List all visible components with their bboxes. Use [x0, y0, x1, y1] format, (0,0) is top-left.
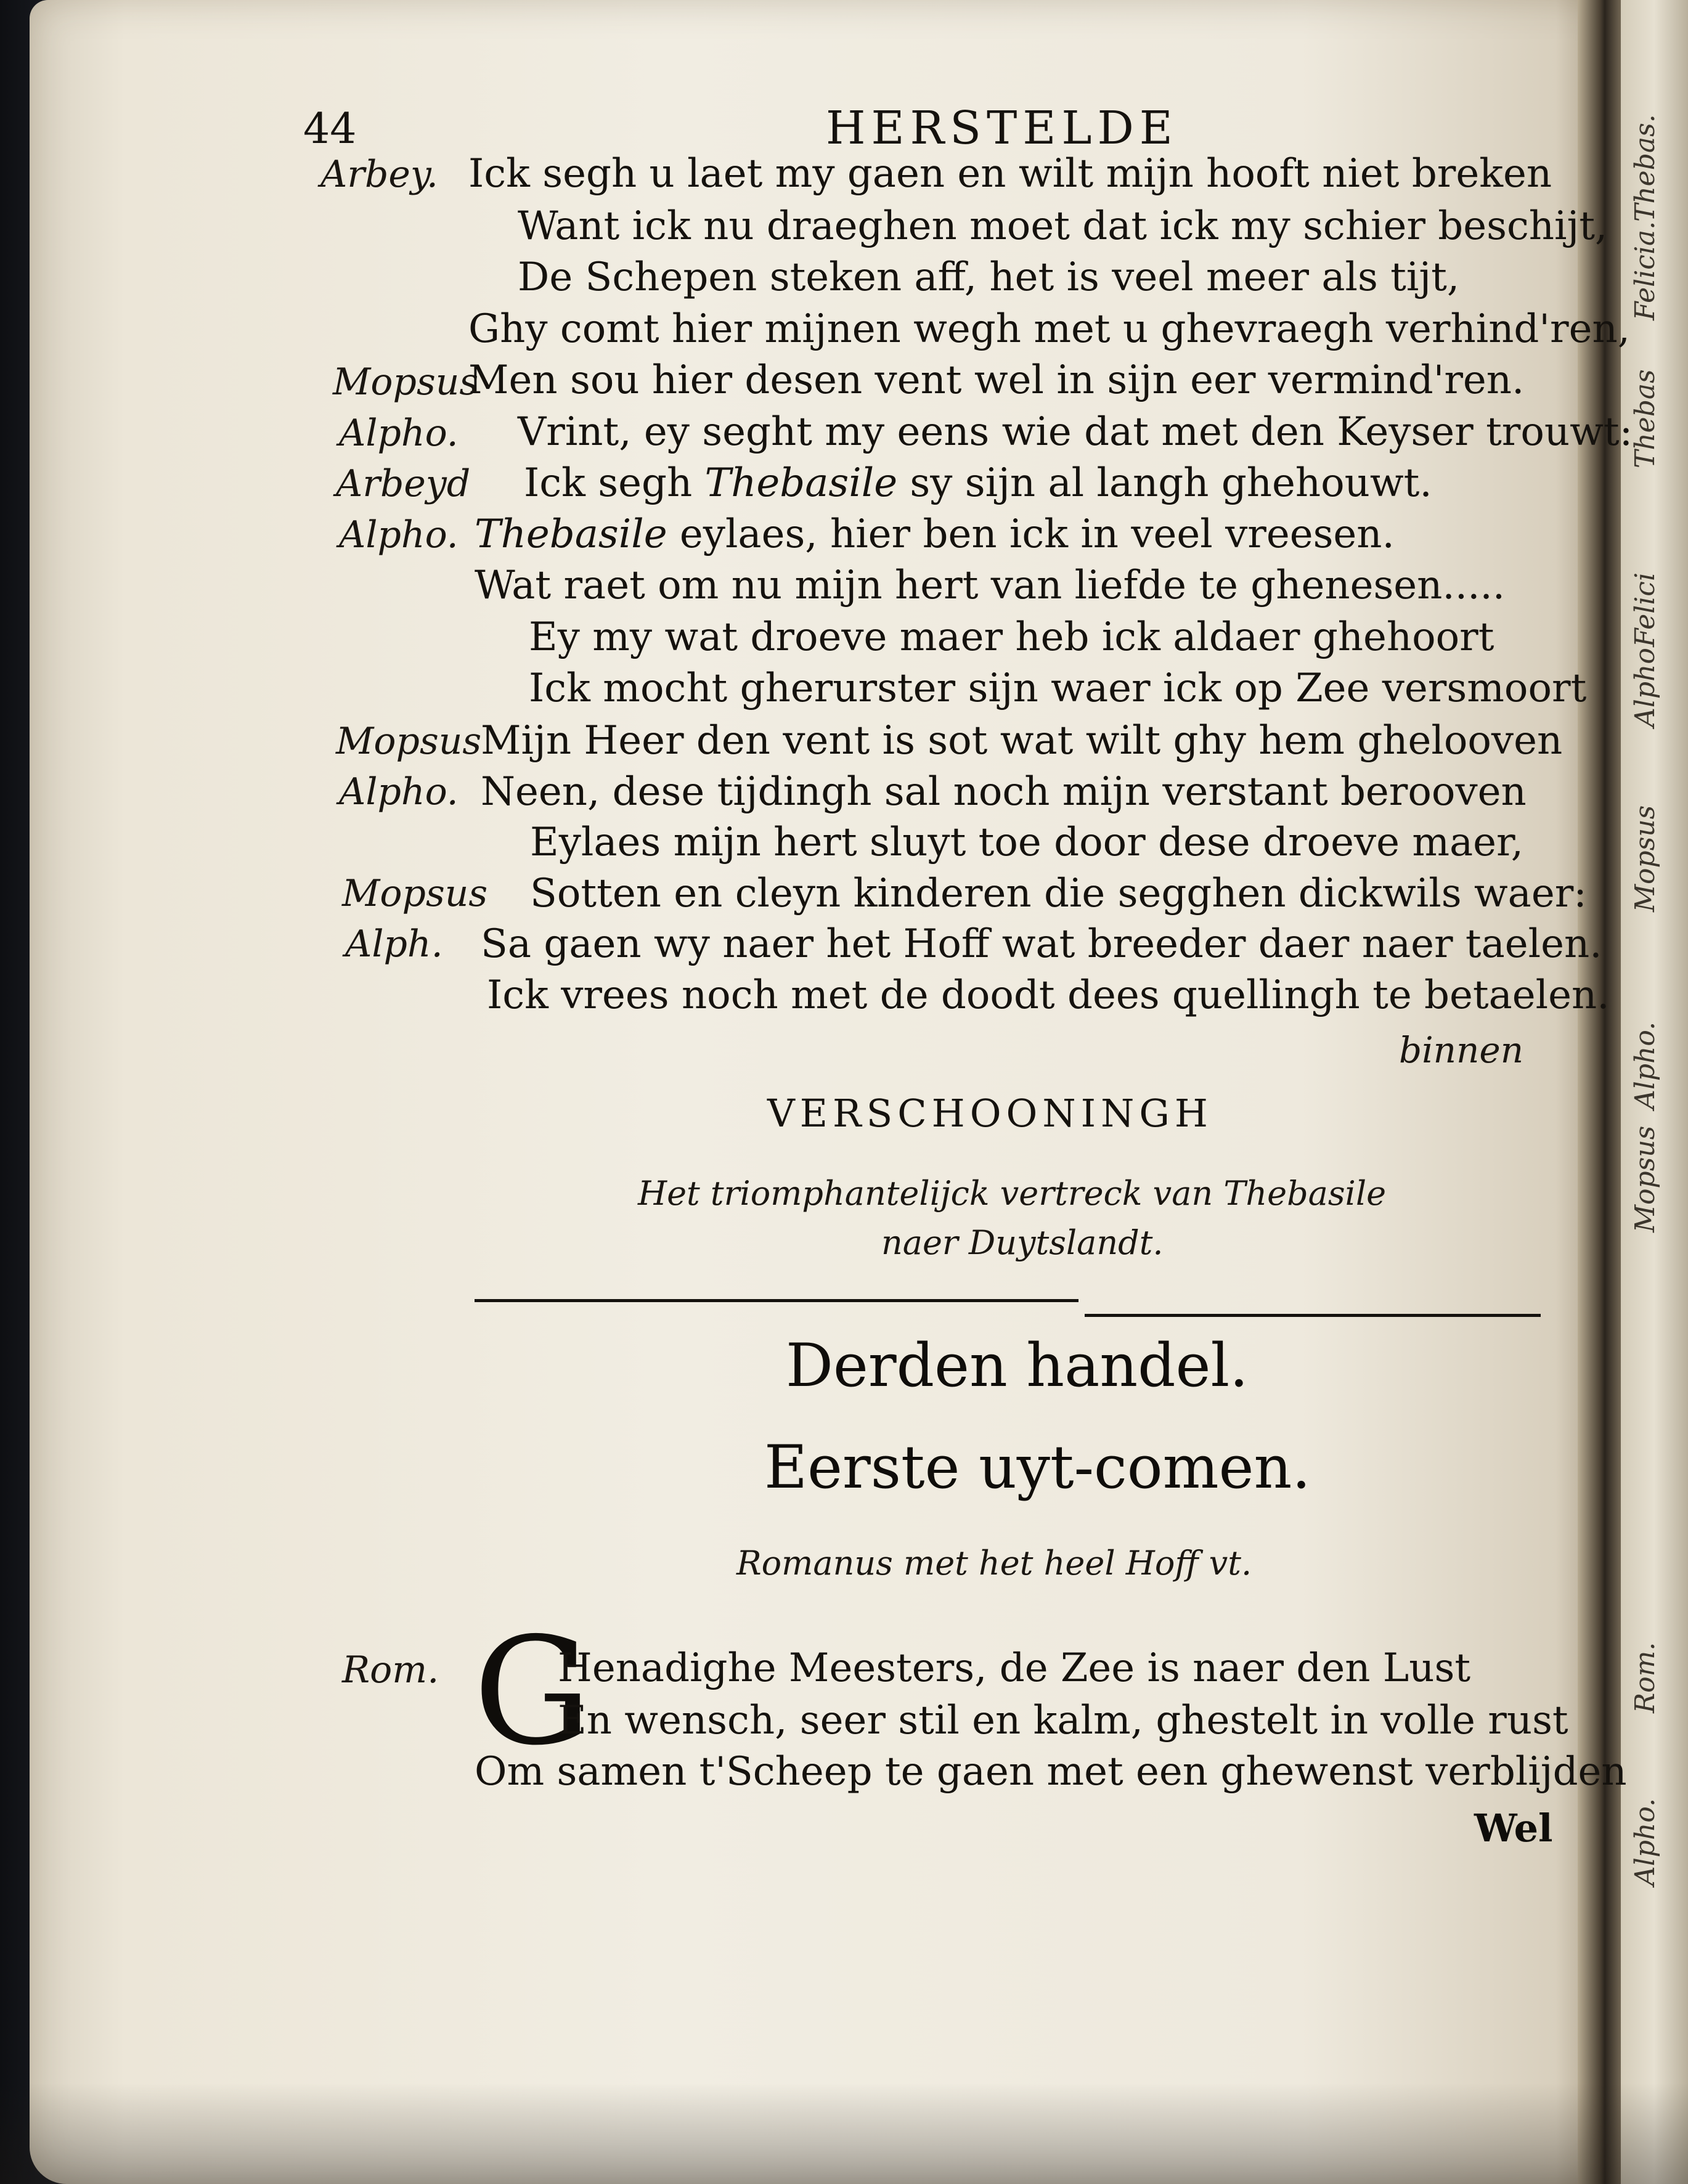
verse-line: Henadighe Meesters, de Zee is naer den Lust [558, 1645, 1471, 1691]
speaker-label: Alpho. [339, 412, 459, 455]
verse-line: Mijn Heer den vent is sot wat wilt ghy hem ghelooven [481, 718, 1563, 764]
verse-line: Ick segh u laet my gaen en wilt mijn hooft niet breken [468, 151, 1552, 197]
verse-line: Ey my wat droeve maer heb ick aldaer ghehoort [529, 614, 1494, 660]
verse-line: Vrint, ey seght my eens wie dat met den Keyser trouwt: [518, 409, 1633, 455]
interlude-subtitle-line1: Het triomphantelijck vertreck van Thebasile [638, 1174, 1387, 1213]
verse-line: Ick mocht gherurster sijn waer ick op Zee versmoort [529, 666, 1587, 711]
facing-fragment: Alpho [1629, 648, 1661, 727]
entrance-direction: Romanus met het heel Hoff vt. [736, 1544, 1252, 1583]
divider-rule-right [1085, 1314, 1541, 1317]
speaker-label: Rom. [342, 1648, 439, 1692]
speaker-label: Arbey. [320, 153, 438, 196]
facing-fragment: Thebas [1629, 369, 1661, 468]
facing-fragment: Alpho. [1629, 1021, 1661, 1109]
facing-page-edge [1621, 0, 1688, 2184]
speaker-label: Alpho. [339, 770, 459, 813]
facing-fragment: Mopsus [1629, 805, 1661, 912]
verse-text: Ick segh [524, 460, 705, 506]
facing-fragment: Felicia. [1629, 221, 1661, 320]
speaker-label: Alph. [345, 923, 443, 966]
verse-line: Men sou hier desen vent wel in sijn eer vermind'ren. [468, 357, 1525, 403]
verse-line [524, 460, 1432, 506]
verse-line: Ghy comt hier mijnen wegh met u ghevraegh verhind'ren, [468, 306, 1630, 352]
verse-line: Sa gaen wy naer het Hoff wat breeder daer naer taelen. [481, 921, 1602, 967]
verse-line: En wensch, seer stil en kalm, ghestelt in volle rust [558, 1698, 1568, 1743]
facing-fragment: Rom. [1629, 1642, 1661, 1713]
verse-text: sy sijn al langh ghehouwt. [897, 460, 1432, 506]
interlude-subtitle-line2: naer Duytslandt. [881, 1223, 1164, 1262]
page-number: 44 [303, 105, 357, 153]
interlude-title: VERSCHOONINGH [767, 1091, 1213, 1136]
verse-line: Wat raet om nu mijn hert van liefde te ghenesen..... [475, 563, 1506, 608]
verse-line: De Schepen steken aff, het is veel meer als tijt, [518, 255, 1460, 300]
verse-line: Om samen t'Scheep te gaen met een ghewenst verblijden [475, 1749, 1627, 1795]
divider-rule-left [475, 1299, 1078, 1302]
exit-direction: binnen [1399, 1029, 1524, 1071]
character-name: Thebasile [704, 460, 898, 506]
running-title: HERSTELDE [826, 102, 1178, 155]
verse-line: Neen, dese tijdingh sal noch mijn verstant berooven [481, 769, 1527, 815]
speaker-label: Mopsus [336, 720, 482, 763]
act-heading: Derden handel. [786, 1331, 1249, 1400]
speaker-label: Mopsus [333, 361, 479, 404]
verse-text: eylaes, hier ben ick in veel vreesen. [667, 511, 1395, 557]
scene-heading: Eerste uyt-comen. [764, 1433, 1311, 1502]
speaker-label: Arbeyd [336, 462, 471, 505]
verse-line: Eylaes mijn hert sluyt toe door dese droeve maer, [530, 820, 1523, 865]
character-name: Thebasile [475, 511, 667, 557]
facing-fragment: Thebas. [1629, 114, 1661, 222]
speaker-label: Mopsus [342, 872, 488, 915]
facing-fragment: Mopsus [1629, 1125, 1661, 1233]
verse-line: Want ick nu draeghen moet dat ick my schier beschijt, [518, 203, 1608, 249]
facing-fragment: Alpho. [1629, 1798, 1661, 1886]
verse-line: Sotten en cleyn kinderen die segghen dickwils waer: [530, 871, 1587, 916]
bottom-shadow [0, 2083, 1688, 2184]
verse-line: Ick vrees noch met de doodt dees quellingh te betaelen. [487, 972, 1610, 1018]
speaker-label: Alpho. [339, 513, 459, 556]
facing-fragment: Felici [1629, 572, 1661, 647]
drop-cap: G [473, 1605, 592, 1778]
verse-line [475, 511, 1395, 557]
catchword: Wel [1474, 1806, 1553, 1851]
